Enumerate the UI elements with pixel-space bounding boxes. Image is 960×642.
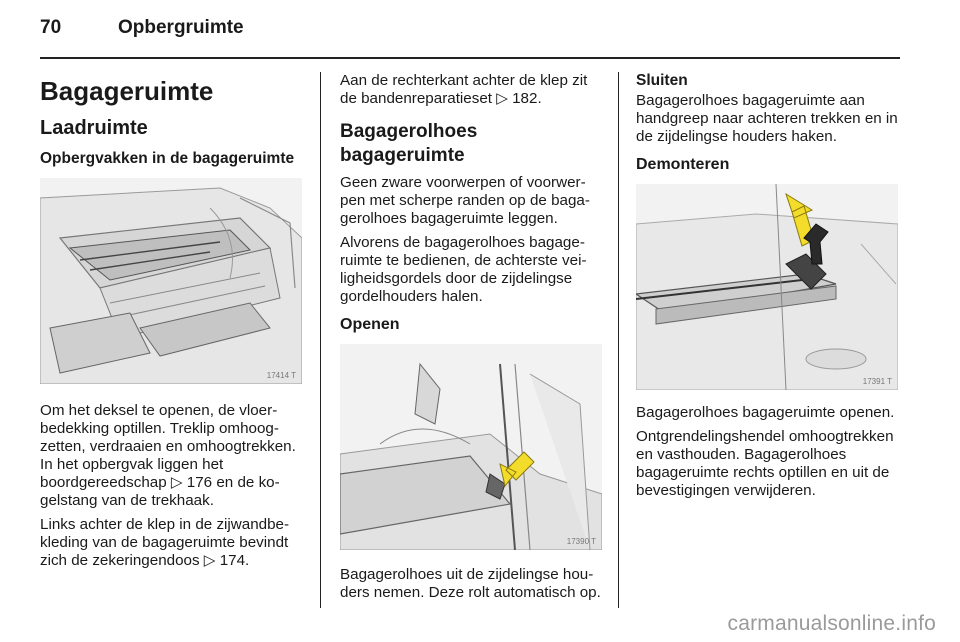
paragraph: Ontgrendelingshendel omhoogtrekken en vasthouden. Bagagerolhoes bagageruimte rechts optillen en uit de bevestigingen verwijderen.: [636, 428, 894, 499]
figure-opening-cover: [340, 344, 602, 550]
paragraph: Geen zware voorwerpen of voorwerpen met scherpe randen op de bagagerolhoes bagageruimte leggen.: [340, 174, 590, 227]
paragraph: Links achter de klep in de zijwandbekleding van de bagageruimte bevindt zich de zekeringendoos ▷ 174.: [40, 516, 290, 569]
column-divider: [320, 72, 321, 608]
figure-storage-compartment: [40, 178, 302, 384]
paragraph: Alvorens de bagagerolhoes bagageruimte te bedienen, de achterste veiligheidsgordels door de zijdelingse gordelhouders halen.: [340, 234, 587, 305]
header-rule: [40, 57, 900, 59]
figure-code: 17414 T: [266, 371, 296, 380]
storage-compartment-illustration: [40, 178, 302, 384]
column-1: [40, 72, 305, 576]
column-2: [340, 72, 605, 608]
column-3: [636, 72, 904, 506]
section-title: Opbergruimte: [118, 17, 244, 38]
paragraph: Om het deksel te openen, de vloerbedekking optillen. Treklip omhoogzetten, verdraaien en omhoogtrekken. In het opbergvak liggen het boordgereedschap ▷ 176 en de kogelstang van de trekhaak.: [40, 402, 296, 509]
yellow-arrow-icon: [340, 344, 602, 550]
subheading-laadruimte: Laadruimte: [40, 117, 148, 139]
heading-bagageruimte: Bagageruimte: [40, 76, 214, 106]
paragraph: Bagagerolhoes bagageruimte openen.: [636, 404, 895, 421]
page-number: 70: [40, 17, 62, 38]
subsubheading-opbergvakken: Opbergvakken in de bagageruimte: [40, 150, 295, 167]
figure-removing-cover: [636, 184, 898, 390]
paragraph: Aan de rechterkant achter de klep zit de bandenreparatieset ▷ 182.: [340, 72, 588, 107]
subheading-sluiten: Sluiten: [636, 72, 688, 89]
lift-arrow-icons: [636, 184, 898, 390]
subheading-openen: Openen: [340, 316, 400, 333]
subheading-demonteren: Demonteren: [636, 156, 730, 173]
paragraph: Bagagerolhoes bagageruimte aan handgreep naar achteren trekken en in de zijdelingse houders haken.: [636, 92, 898, 145]
paragraph: Bagagerolhoes uit de zijdelingse houders nemen. Deze rolt automatisch op.: [340, 566, 601, 601]
heading-bagagerolhoes: Bagagerolhoes bagageruimte: [340, 121, 478, 166]
figure-code: 17391 T: [862, 377, 892, 386]
column-divider: [618, 72, 619, 608]
figure-code: 17390 T: [566, 537, 596, 546]
watermark: carmanualsonline.info: [727, 612, 936, 635]
